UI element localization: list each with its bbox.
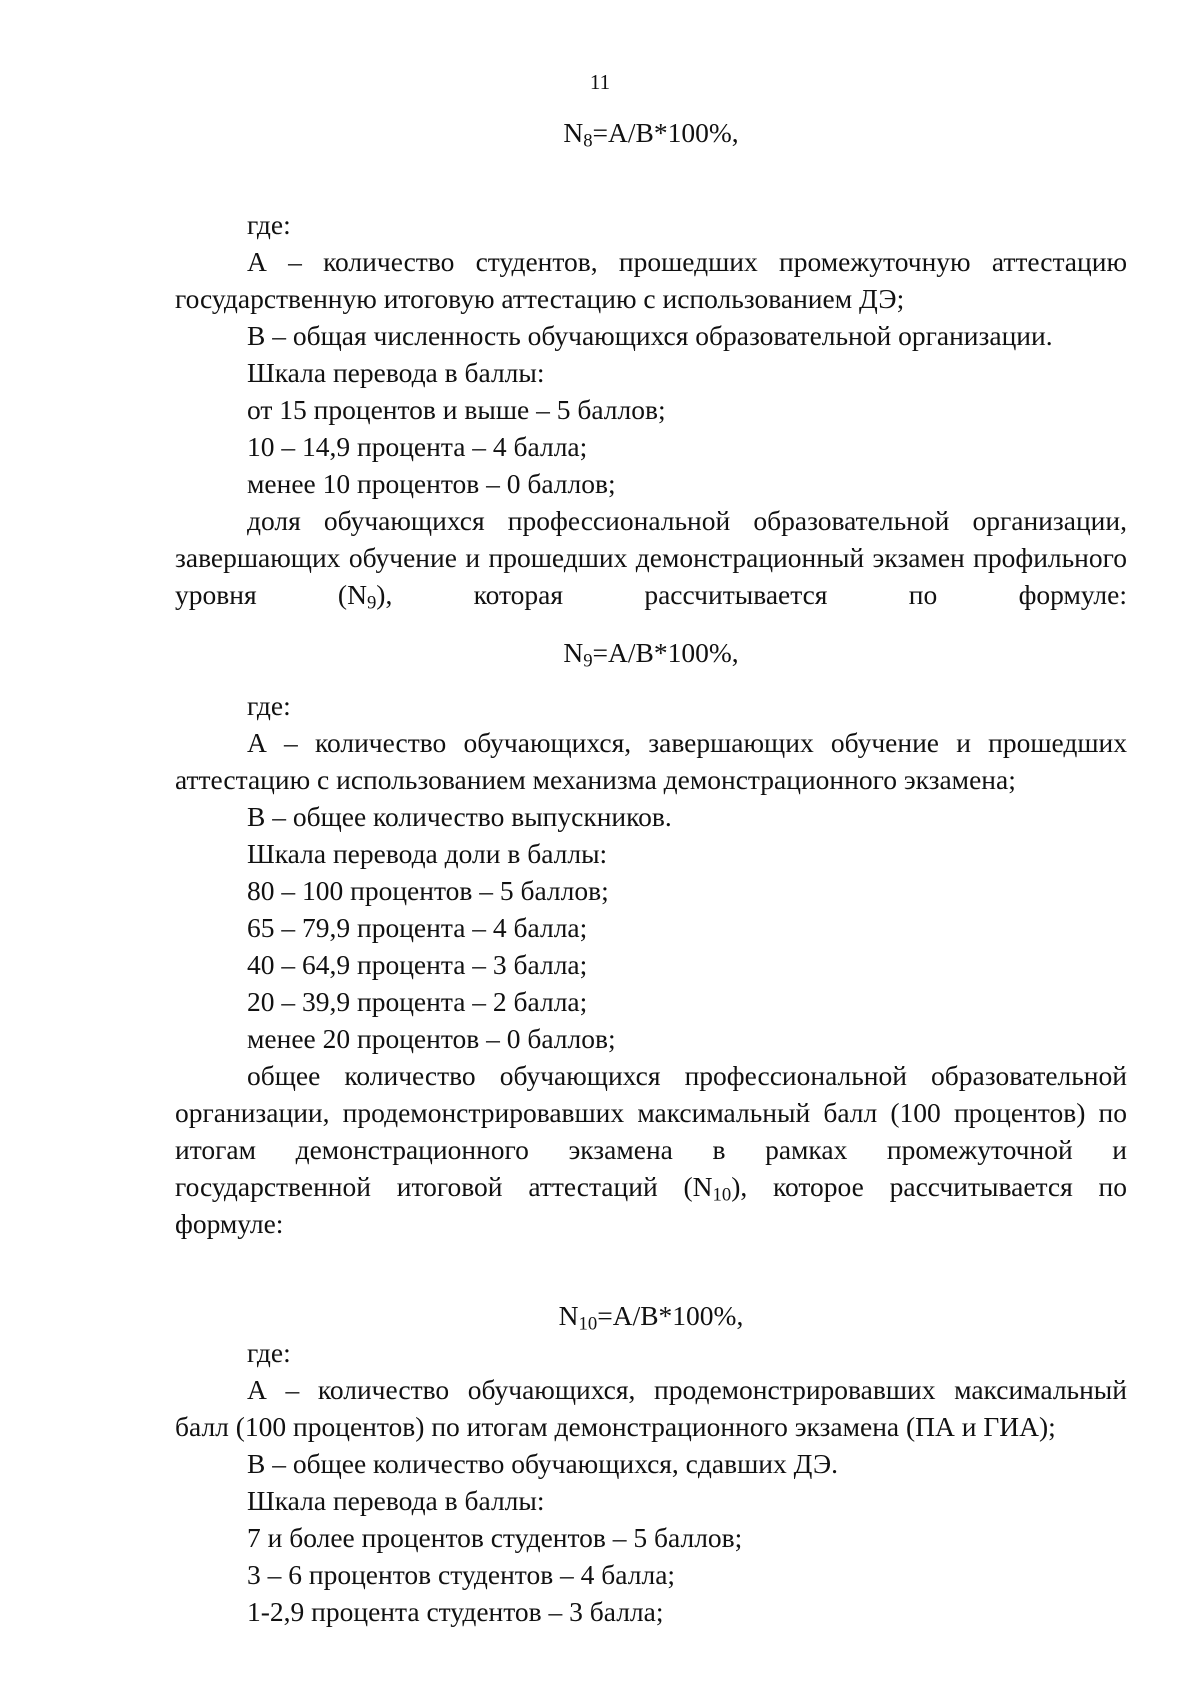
formula-n9-subscript: 9 — [583, 650, 593, 672]
formula-n10 — [175, 1297, 1127, 1334]
where-label-2: где: — [247, 690, 291, 721]
definition-b-3: В – общее количество обучающихся, сдавших ДЭ. — [247, 1448, 839, 1479]
scale-item: 3 – 6 процентов студентов – 4 балла; — [247, 1559, 676, 1590]
scale-item: от 15 процентов и выше – 5 баллов; — [247, 394, 666, 425]
indicator-n9-subscript: 9 — [366, 592, 377, 614]
scale-item: менее 10 процентов – 0 баллов; — [247, 468, 616, 499]
scale-item: 10 – 14,9 процента – 4 балла; — [247, 431, 588, 462]
indicator-n9-tail: ), которая рассчитывается по формуле: — [376, 579, 1127, 610]
scale-item: менее 20 процентов – 0 баллов; — [247, 1023, 616, 1054]
definition-a-2: А – количество обучающихся, завершающих обучение и прошедших аттестацию с использованием механизма демонстрационного экзамена; — [175, 727, 1127, 795]
definition-a-3: А – количество обучающихся, продемонстрировавших максимальный балл (100 процентов) по итогам демонстрационного экзамена (ПА и ГИА); — [175, 1374, 1127, 1442]
scale-item: 7 и более процентов студентов – 5 баллов; — [247, 1522, 743, 1553]
scale-item: 20 – 39,9 процента – 2 балла; — [247, 986, 588, 1017]
formula-n10-base: N — [558, 1300, 579, 1331]
scale-item: 40 – 64,9 процента – 3 балла; — [247, 949, 588, 980]
scale-title-1: Шкала перевода в баллы: — [247, 357, 545, 388]
indicator-n9-lead: доля обучающихся профессиональной образовательной организации, завершающих обучение и прошедших демонстрационный экзамен профильного уровня (N — [175, 505, 1127, 610]
indicator-n9-description — [175, 502, 1127, 613]
formula-n10-rest: =A/B*100%, — [597, 1300, 744, 1331]
definition-b-2: В – общее количество выпускников. — [247, 801, 672, 832]
definition-b-1: В – общая численность обучающихся образовательной организации. — [247, 320, 1053, 351]
indicator-n10-description — [175, 1057, 1127, 1242]
definition-a-1: А – количество студентов, прошедших промежуточную аттестацию государственную итоговую аттестацию с использованием ДЭ; — [175, 246, 1127, 314]
formula-n8-base: N — [563, 117, 584, 148]
formula-n8 — [175, 114, 1127, 151]
scale-item: 80 – 100 процентов – 5 баллов; — [247, 875, 609, 906]
indicator-n10-lead: общее количество обучающихся профессиональной образовательной организации, продемонстрировавших максимальный балл (100 процентов) по итогам демонстрационного экзамена в рамках промежуточной и государственной итоговой аттестаций (N — [175, 1060, 1127, 1202]
scale-title-2: Шкала перевода доли в баллы: — [247, 838, 608, 869]
formula-n10-subscript: 10 — [578, 1313, 598, 1335]
formula-n9-base: N — [563, 637, 584, 668]
scale-title-3: Шкала перевода в баллы: — [247, 1485, 545, 1516]
formula-n8-subscript: 8 — [583, 130, 593, 152]
page-content — [175, 114, 1127, 1630]
where-label-1: где: — [247, 209, 291, 240]
scale-item: 65 – 79,9 процента – 4 балла; — [247, 912, 588, 943]
indicator-n10-tail: ), которое рассчитывается по формуле: — [175, 1171, 1127, 1239]
scale-item: 1-2,9 процента студентов – 3 балла; — [247, 1596, 664, 1627]
formula-n9-rest: =A/B*100%, — [592, 637, 739, 668]
indicator-n10-subscript: 10 — [712, 1184, 732, 1206]
formula-n8-rest: =A/B*100%, — [592, 117, 739, 148]
formula-n9 — [175, 634, 1127, 671]
page-number: 11 — [589, 70, 611, 94]
where-label-3: где: — [247, 1337, 291, 1368]
